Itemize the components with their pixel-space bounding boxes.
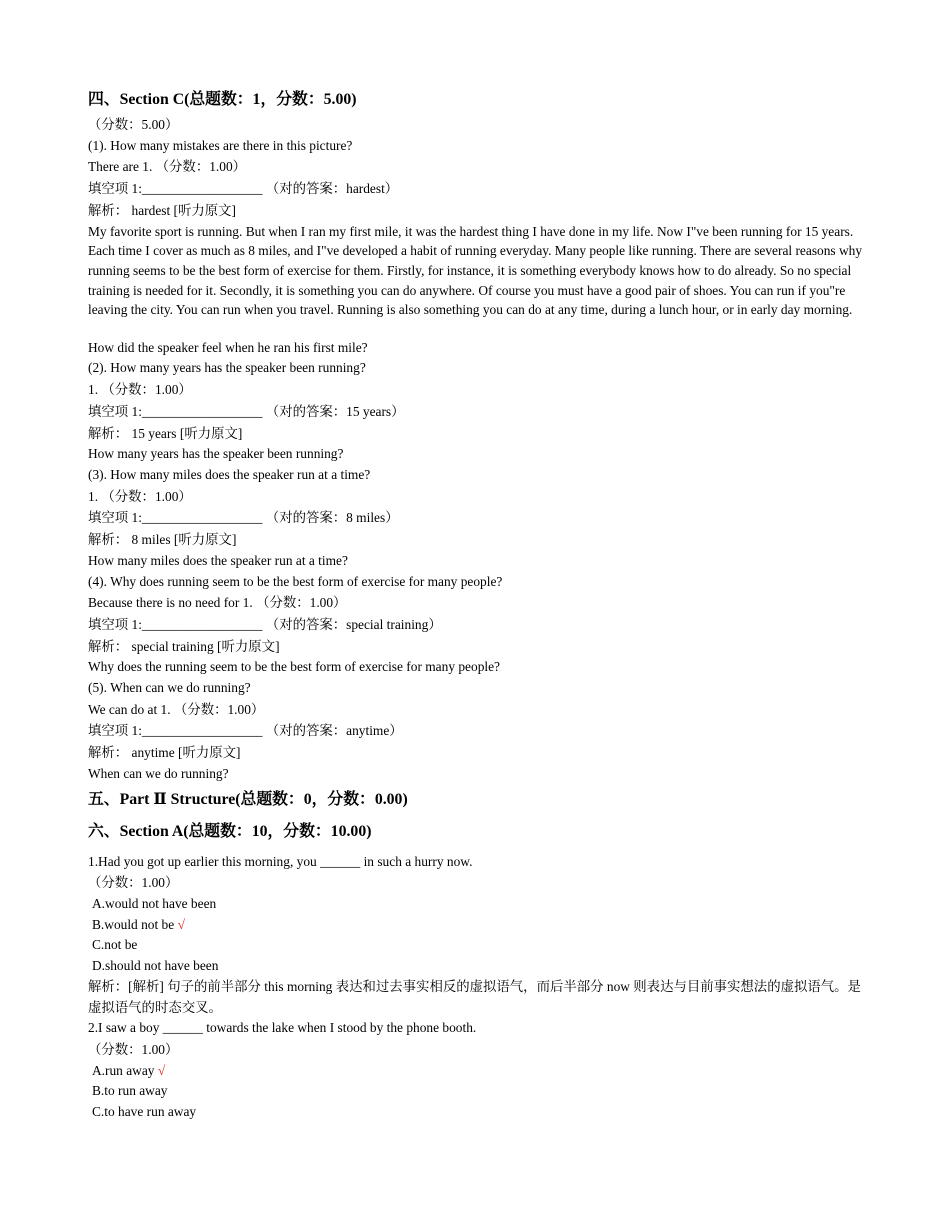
question-4-followup: Why does the running seem to be the best form of exercise for many people? [88, 659, 500, 675]
exam-document [88, 86, 868, 1123]
question-1-text: (1). How many mistakes are there in this picture? [88, 137, 353, 153]
question-4-fill: 填空项 1:__________________ （对的答案：special training） [88, 616, 442, 632]
section-5-title: Part Ⅱ Structure [119, 790, 236, 808]
option-a-text: A.run away [92, 1062, 155, 1078]
section-4-header [88, 86, 868, 114]
correct-check-icon: √ [177, 916, 185, 932]
mc-question-1-option-d: D.should not have been [92, 957, 219, 973]
spacer [88, 320, 868, 338]
section-4-summary: (总题数：1，分数：5.00) [184, 91, 357, 108]
question-4-stem: Because there is no need for 1. （分数：1.00） [88, 595, 347, 611]
mc-question-2-score: （分数：1.00） [88, 1042, 179, 1058]
question-5-followup: When can we do running? [88, 766, 229, 782]
question-2-stem: 1. （分数：1.00） [88, 381, 192, 397]
question-5-text: (5). When can we do running? [88, 680, 251, 696]
section-6-header [88, 818, 868, 846]
question-3-fill: 填空项 1:__________________ （对的答案：8 miles） [88, 510, 399, 526]
section-4-score: （分数：5.00） [88, 117, 179, 132]
section-4-title: Section C [119, 91, 185, 108]
question-1-fill: 填空项 1:__________________ （对的答案：hardest） [88, 181, 399, 197]
question-3-stem: 1. （分数：1.00） [88, 488, 192, 504]
question-1-analysis: 解析： hardest [听力原文] [88, 202, 237, 218]
mc-question-1-text: 1.Had you got up earlier this morning, you ______ in such a hurry now. [88, 853, 473, 869]
mc-question-1-analysis: 解析：[解析] 句子的前半部分 this morning 表达和过去事实相反的虚拟语气，而后半部分 now 则表达与目前事实想法的虚拟语气。是虚拟语气的时态交叉。 [88, 979, 861, 1016]
question-3-analysis: 解析： 8 miles [听力原文] [88, 532, 237, 548]
question-2-followup: How many years has the speaker been running? [88, 446, 344, 462]
section-6-title: Section A [119, 822, 184, 840]
question-3-followup: How many miles does the speaker run at a time? [88, 552, 348, 568]
question-5-analysis: 解析： anytime [听力原文] [88, 745, 241, 761]
listening-passage: My favorite sport is running. But when I ran my first mile, it was the hardest thing I have done in my life. Now I"ve been running for 15 years. Each time I cover as much as 8 miles, and I"ve developed a habit of running everyday. Many people like running. There are several reasons why running seems to be the best form of exercise for them. Firstly, for instance, it is something everybody knows how to do already. So no special training is needed for it. Secondly, it is something you can do anywhere. Of course you must have a good pair of shoes. You can run if you"re leaving the city. You can run when you travel. Running is also something you can do at any time, during a lunch hour, or in early day morning. [88, 223, 863, 318]
mc-question-1-option-a: A.would not have been [92, 896, 217, 912]
question-4-text: (4). Why does running seem to be the best form of exercise for many people? [88, 573, 503, 589]
question-2-fill: 填空项 1:__________________ （对的答案：15 years） [88, 403, 405, 419]
mc-question-1-score: （分数：1.00） [88, 875, 179, 891]
mc-question-1-option-b [88, 915, 868, 936]
section-6-prefix: 六、 [88, 822, 120, 840]
question-2-analysis: 解析： 15 years [听力原文] [88, 425, 243, 441]
mc-question-2-option-c: C.to have run away [92, 1104, 197, 1119]
section-5-header [88, 786, 868, 814]
mc-question-2-text: 2.I saw a boy ______ towards the lake when I stood by the phone booth. [88, 1020, 477, 1036]
question-1-stem: There are 1. （分数：1.00） [88, 159, 247, 175]
section-5-summary: (总题数：0，分数：0.00) [235, 790, 408, 808]
section-6-summary: (总题数：10，分数：10.00) [183, 822, 372, 840]
mc-question-1-option-c: C.not be [92, 937, 138, 953]
question-5-fill: 填空项 1:__________________ （对的答案：anytime） [88, 723, 403, 739]
question-5-stem: We can do at 1. （分数：1.00） [88, 701, 265, 717]
correct-check-icon: √ [157, 1062, 166, 1078]
question-4-analysis: 解析： special training [听力原文] [88, 638, 280, 654]
section-5-prefix: 五、 [88, 790, 120, 808]
mc-question-2-option-b: B.to run away [92, 1083, 168, 1099]
question-3-text: (3). How many miles does the speaker run at a time? [88, 466, 371, 482]
question-2-text: (2). How many years has the speaker been running? [88, 360, 366, 376]
section-4-prefix: 四、 [88, 91, 120, 108]
question-1-followup: How did the speaker feel when he ran his first mile? [88, 339, 368, 355]
option-b-text: B.would not be [92, 916, 175, 932]
mc-question-2-option-a [88, 1061, 868, 1082]
